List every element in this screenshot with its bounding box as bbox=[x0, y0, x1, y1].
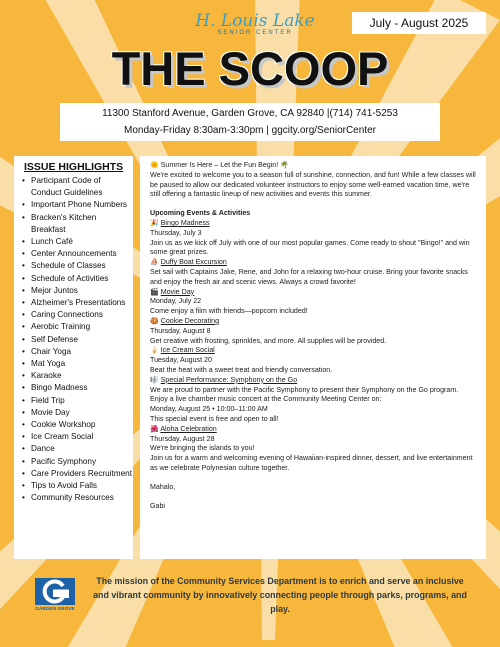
highlight-item: • Dance bbox=[31, 443, 133, 455]
highlight-item: • Cookie Workshop bbox=[31, 419, 133, 431]
closing: Mahalo, bbox=[150, 482, 176, 491]
highlight-item: • Participant Code of Conduct Guidelines bbox=[31, 175, 133, 199]
highlight-item: • Mejor Juntos bbox=[31, 285, 133, 297]
highlight-item: • Care Providers Recruitment bbox=[31, 468, 133, 480]
event-item bbox=[150, 425, 478, 474]
highlights-heading: ISSUE HIGHLIGHTS bbox=[24, 161, 124, 173]
event-item bbox=[150, 317, 478, 346]
mission-statement: The mission of the Community Services Department is to enrich and serve an inclusive and vibrant community by innovatively connecting people through parks, programs, and play. bbox=[93, 576, 467, 614]
event-item bbox=[150, 258, 478, 287]
highlight-item: • Schedule of Classes bbox=[31, 260, 133, 272]
event-title: Ice Cream Social bbox=[160, 346, 215, 355]
highlight-item: • Community Resources bbox=[31, 492, 133, 504]
highlight-item: • Pacific Symphony bbox=[31, 456, 133, 468]
event-date: Thursday, August 8 bbox=[150, 326, 211, 335]
logo-subtitle: SENIOR CENTER bbox=[217, 30, 293, 36]
event-title: Movie Day bbox=[160, 287, 195, 296]
intro-heading bbox=[150, 161, 478, 171]
event-description: Get creative with frosting, sprinkles, and more. All supplies will be provided. bbox=[150, 336, 387, 345]
event-detail: Join us for a warm and welcoming evening of Hawaiian-inspired dinner, dessert, and live entertainment as we celebrate Polynesian culture together. bbox=[150, 454, 473, 472]
garden-grove-g-icon bbox=[35, 578, 75, 605]
main-article bbox=[140, 156, 486, 559]
hours-line: Monday-Friday 8:30am-3:30pm | ggcity.org/SeniorCenter bbox=[124, 125, 376, 136]
event-icon: 🎬 bbox=[150, 288, 159, 296]
event-title: Bingo Madness bbox=[160, 218, 210, 227]
highlight-item: • Alzheimer's Presentations bbox=[31, 297, 133, 309]
highlight-item: • Caring Connections bbox=[31, 309, 133, 321]
garden-grove-logo-text: GARDEN GROVE bbox=[35, 607, 75, 612]
newsletter-title: THE SCOOP bbox=[111, 42, 389, 95]
garden-grove-logo bbox=[32, 578, 78, 618]
highlights-list bbox=[14, 175, 133, 504]
sun-icon: 🌞 bbox=[150, 162, 159, 169]
highlight-item: • Bingo Madness bbox=[31, 382, 133, 394]
event-title: Cookie Decorating bbox=[160, 316, 220, 325]
event-description: We're bringing the islands to you! bbox=[150, 444, 255, 453]
event-title: Special Performance: Symphony on the Go bbox=[160, 375, 298, 384]
palm-tree-icon: 🌴 bbox=[280, 162, 289, 169]
signature: Gabi bbox=[150, 501, 165, 510]
highlight-item: • Mat Yoga bbox=[31, 358, 133, 370]
intro-heading-text: Summer Is Here – Let the Fun Begin! bbox=[160, 161, 279, 169]
event-detail: Enjoy a live chamber music concert at the Community Meeting Center on: bbox=[150, 395, 382, 404]
address-box bbox=[60, 103, 440, 141]
event-icon: 🍦 bbox=[150, 347, 159, 355]
highlight-item: • Schedule of Activities bbox=[31, 273, 133, 285]
events-heading: Upcoming Events & Activities bbox=[150, 209, 251, 218]
highlight-item: • Important Phone Numbers bbox=[31, 199, 133, 211]
issue-date: July - August 2025 bbox=[352, 12, 486, 34]
senior-center-logo bbox=[190, 12, 320, 36]
event-title: Aloha Celebration bbox=[160, 424, 217, 433]
event-icon: 🎼 bbox=[150, 376, 159, 384]
event-description: Come enjoy a film with friends—popcorn included! bbox=[150, 307, 308, 316]
highlight-item: • Karaoke bbox=[31, 370, 133, 382]
highlight-item: • Chair Yoga bbox=[31, 346, 133, 358]
event-description: Beat the heat with a sweet treat and friendly conversation. bbox=[150, 365, 333, 374]
intro-text: We're excited to welcome you to a season full of sunshine, connection, and fun! While a few classes will be paused to allow our dedicated volunteer instructors to enjoy some well-earned vacation time, we're still offering a fantastic lineup of new activities and events this summer. bbox=[150, 170, 476, 199]
event-icon: ⛵ bbox=[150, 259, 159, 267]
event-item bbox=[150, 288, 478, 317]
address-line: 11300 Stanford Avenue, Garden Grove, CA 92840 |(714) 741-5253 bbox=[102, 108, 398, 119]
event-date: Thursday, August 28 bbox=[150, 434, 215, 443]
highlight-item: • Aerobic Training bbox=[31, 321, 133, 333]
event-icon: 🌺 bbox=[150, 425, 159, 433]
highlight-item: • Ice Cream Social bbox=[31, 431, 133, 443]
event-item bbox=[150, 219, 478, 258]
logo-name: H. Louis Lake bbox=[195, 11, 315, 31]
event-description: We are proud to partner with the Pacific Symphony to present their Symphony on the Go program. bbox=[150, 385, 459, 394]
event-icon: 🍪 bbox=[150, 317, 159, 325]
highlight-item: • Tips to Avoid Falls bbox=[31, 480, 133, 492]
highlight-item: • Bracken's Kitchen Breakfast bbox=[31, 212, 133, 236]
events-list bbox=[150, 219, 478, 474]
event-date: Thursday, July 3 bbox=[150, 228, 202, 237]
highlight-item: • Movie Day bbox=[31, 407, 133, 419]
highlight-item: • Self Defense bbox=[31, 334, 133, 346]
event-detail: Monday, August 25 • 10:00–11:00 AM bbox=[150, 405, 268, 414]
event-description: Join us as we kick off July with one of our most popular games. Come ready to shout "Bingo!" and win some great prizes. bbox=[150, 238, 470, 257]
event-item bbox=[150, 376, 478, 425]
highlight-item: • Field Trip bbox=[31, 395, 133, 407]
event-title: Duffy Boat Excursion bbox=[160, 258, 227, 267]
event-item bbox=[150, 346, 478, 375]
highlight-item: • Lunch Café bbox=[31, 236, 133, 248]
event-description: Set sail with Captains Jake, Rene, and John for a relaxing two-hour cruise. Bring your favorite snacks and enjoy the fresh air and scenic views. Always a crowd favorite! bbox=[150, 267, 468, 286]
event-date: Monday, July 22 bbox=[150, 297, 202, 306]
event-date: Tuesday, August 20 bbox=[150, 356, 212, 365]
event-icon: 🎉 bbox=[150, 219, 159, 227]
highlight-item: • Center Announcements bbox=[31, 248, 133, 260]
issue-highlights-panel bbox=[14, 156, 133, 559]
event-detail: This special event is free and open to all! bbox=[150, 414, 279, 423]
